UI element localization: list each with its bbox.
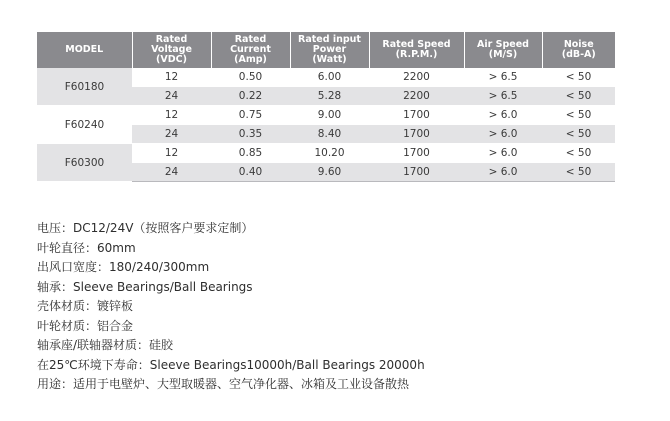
header-rated-voltage: Rated Voltage (VDC) (132, 32, 211, 68)
current-cell: 0.85 (211, 144, 290, 163)
table-row (37, 144, 615, 163)
table-row (37, 106, 615, 125)
speed-cell: 1700 (369, 163, 464, 182)
air-speed-cell: > 6.0 (464, 106, 542, 125)
noise-cell: < 50 (542, 144, 615, 163)
model-cell: F60180 (37, 68, 132, 106)
noise-cell: < 50 (542, 125, 615, 144)
power-cell: 5.28 (290, 87, 369, 106)
air-speed-cell: > 6.5 (464, 68, 542, 87)
noise-cell: < 50 (542, 87, 615, 106)
speed-cell: 1700 (369, 125, 464, 144)
noise-cell: < 50 (542, 106, 615, 125)
power-cell: 9.60 (290, 163, 369, 182)
header-rated-input-power: Rated input Power (Watt) (290, 32, 369, 68)
noise-cell: < 50 (542, 68, 615, 87)
current-cell: 0.22 (211, 87, 290, 106)
air-speed-cell: > 6.5 (464, 87, 542, 106)
spec-table (37, 32, 615, 182)
header-noise: Noise (dB-A) (542, 32, 615, 68)
speed-cell: 2200 (369, 68, 464, 87)
speed-cell: 2200 (369, 87, 464, 106)
voltage-cell: 24 (132, 125, 211, 144)
power-cell: 8.40 (290, 125, 369, 144)
voltage-cell: 12 (132, 68, 211, 87)
spec-bearing: 轴承：Sleeve Bearings/Ball Bearings (37, 279, 253, 294)
voltage-cell: 12 (132, 144, 211, 163)
noise-cell: < 50 (542, 163, 615, 182)
header-rated-current: Rated Current (Amp) (211, 32, 290, 68)
spec-housing-material: 壳体材质：镀锌板 (37, 299, 134, 313)
power-cell: 10.20 (290, 144, 369, 163)
spec-impeller-diameter: 叶轮直径：60mm (37, 240, 136, 255)
air-speed-cell: > 6.0 (464, 144, 542, 163)
air-speed-cell: > 6.0 (464, 125, 542, 144)
table-row (37, 68, 615, 87)
spec-applications: 用途：适用于电壁炉、大型取暖器、空气净化器、冰箱及工业设备散热 (37, 377, 410, 391)
spec-voltage: 电压：DC12/24V（按照客户要求定制） (37, 221, 254, 235)
speed-cell: 1700 (369, 106, 464, 125)
power-cell: 6.00 (290, 68, 369, 87)
spec-list (37, 219, 425, 395)
header-model: MODEL (37, 32, 132, 68)
air-speed-cell: > 6.0 (464, 163, 542, 182)
power-cell: 9.00 (290, 106, 369, 125)
table-header-row (37, 32, 615, 68)
current-cell: 0.50 (211, 68, 290, 87)
model-cell: F60240 (37, 106, 132, 144)
spec-outlet-width: 出风口宽度：180/240/300mm (37, 260, 210, 274)
speed-cell: 1700 (369, 144, 464, 163)
current-cell: 0.75 (211, 106, 290, 125)
current-cell: 0.40 (211, 163, 290, 182)
voltage-cell: 12 (132, 106, 211, 125)
spec-impeller-material: 叶轮材质：铝合金 (37, 318, 134, 333)
current-cell: 0.35 (211, 125, 290, 144)
voltage-cell: 24 (132, 87, 211, 106)
header-air-speed: Air Speed (M/S) (464, 32, 542, 68)
model-cell: F60300 (37, 144, 132, 182)
voltage-cell: 24 (132, 163, 211, 182)
header-rated-speed: Rated Speed (R.P.M.) (369, 32, 464, 68)
spec-bearing-seat-material: 轴承座/联轴器材质：硅胶 (37, 338, 174, 352)
spec-lifetime: 在25℃环境下寿命：Sleeve Bearings10000h/Ball Bearings 20000h (37, 357, 425, 372)
